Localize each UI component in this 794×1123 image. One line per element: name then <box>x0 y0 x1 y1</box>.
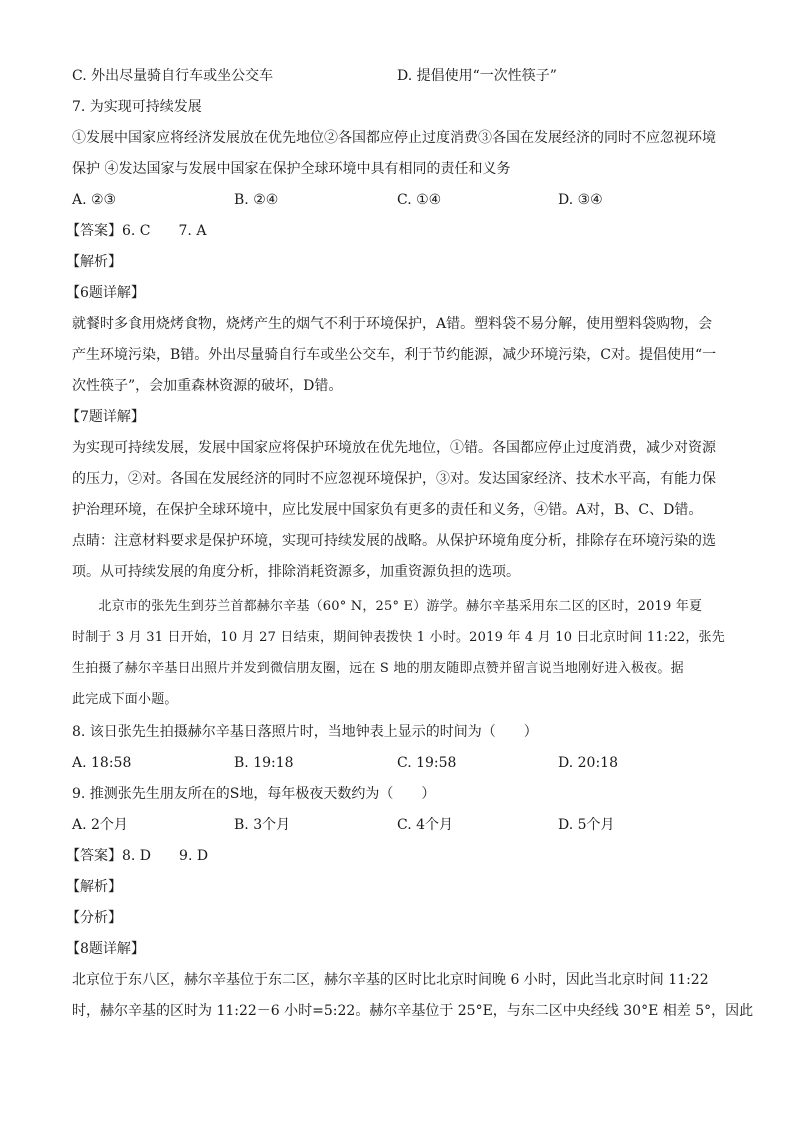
q8-detail-label: 【8题详解】 <box>66 941 145 957</box>
q8-stem: 8. 该日张先生拍摄赫尔辛基日落照片时，当地钟表上显示的时间为（ ） <box>72 724 538 740</box>
material-line: 时制于 3 月 31 日开始，10 月 27 日结束，期间钟表拨快 1 小时。2019 年 4 月 10 日北京时间 11:22，张先 <box>72 630 725 645</box>
q7-items-line1: ①发展中国家应将经济发展放在优先地位②各国都应停止过度消费③各国在发展经济的同时不应忽视环境 <box>72 130 716 146</box>
material-line: 生拍摄了赫尔辛基日出照片并发到微信朋友圈，远在 S 地的朋友随即点赞并留言说当地刚好进入极夜。据 <box>72 661 684 676</box>
q6-option-c: C. 外出尽量骑自行车或坐公交车 <box>72 68 274 84</box>
q6-option-d: D. 提倡使用“一次性筷子” <box>397 68 557 84</box>
q7-option-d: D. ③④ <box>558 192 603 208</box>
dianjing-line: 项。从可持续发展的角度分析，排除消耗资源多，加重资源负担的选项。 <box>72 564 520 580</box>
q8-option-c: C. 19:58 <box>397 755 457 771</box>
q9-option-b: B. 3个月 <box>234 817 291 833</box>
answer-6-7: 【答案】6. C 7. A <box>66 223 207 239</box>
q8-detail-line: 北京位于东八区，赫尔辛基位于东二区，赫尔辛基的区时比北京时间晚 6 小时，因此当北京时间 11:22 <box>72 972 709 988</box>
material-line: 北京市的张先生到芬兰首都赫尔辛基（60° N，25° E）游学。赫尔辛基采用东二区的区时，2019 年夏 <box>72 599 703 614</box>
q6-detail-line: 就餐时多食用烧烤食物，烧烤产生的烟气不利于环境保护，A错。塑料袋不易分解，使用塑料袋购物，会 <box>72 316 713 332</box>
q7-stem: 7. 为实现可持续发展 <box>72 99 202 115</box>
analysis-label-2: 【解析】 <box>66 879 122 895</box>
answer-8-9: 【答案】8. D 9. D <box>66 848 209 864</box>
q7-option-c: C. ①④ <box>397 192 442 208</box>
q7-detail-line: 护治理环境，在保护全球环境中，应比发展中国家负有更多的责任和义务，④错。A对，B、C、D错。 <box>72 502 703 518</box>
q8-option-b: B. 19:18 <box>234 755 294 771</box>
q9-stem: 9. 推测张先生朋友所在的S地，每年极夜天数约为（ ） <box>72 786 436 802</box>
q9-option-a: A. 2个月 <box>72 817 128 833</box>
q7-items-line2: 保护 ④发达国家与发展中国家在保护全球环境中具有相同的责任和义务 <box>72 161 511 177</box>
fenxi-label: 【分析】 <box>66 910 122 926</box>
q8-option-d: D. 20:18 <box>558 755 618 771</box>
material-line: 此完成下面小题。 <box>72 692 178 707</box>
q7-detail-line: 为实现可持续发展，发展中国家应将保护环境放在优先地位，①错。各国都应停止过度消费，减少对资源 <box>72 440 716 456</box>
q6-detail-line: 产生环境污染，B错。外出尽量骑自行车或坐公交车，利于节约能源，减少环境污染，C对。提倡使用“一 <box>72 347 717 363</box>
q6-detail-line: 次性筷子”，会加重森林资源的破坏，D错。 <box>72 378 343 394</box>
q6-detail-label: 【6题详解】 <box>66 285 145 301</box>
q9-option-d: D. 5个月 <box>558 817 615 833</box>
analysis-label-1: 【解析】 <box>66 254 122 270</box>
dianjing-line: 点睛：注意材料要求是保护环境，实现可持续发展的战略。从保护环境角度分析，排除存在环境污染的选 <box>72 533 716 549</box>
q7-detail-line: 的压力，②对。各国在发展经济的同时不应忽视环境保护，③对。发达国家经济、技术水平高，有能力保 <box>72 471 716 487</box>
q7-option-b: B. ②④ <box>234 192 279 208</box>
q9-option-c: C. 4个月 <box>397 817 454 833</box>
q7-detail-label: 【7题详解】 <box>66 409 145 425</box>
q7-option-a: A. ②③ <box>72 192 117 208</box>
q8-option-a: A. 18:58 <box>72 755 132 771</box>
q8-detail-line: 时，赫尔辛基的区时为 11:22－6 小时=5:22。赫尔辛基位于 25°E，与东二区中央经线 30°E 相差 5°，因此 <box>72 1003 754 1019</box>
